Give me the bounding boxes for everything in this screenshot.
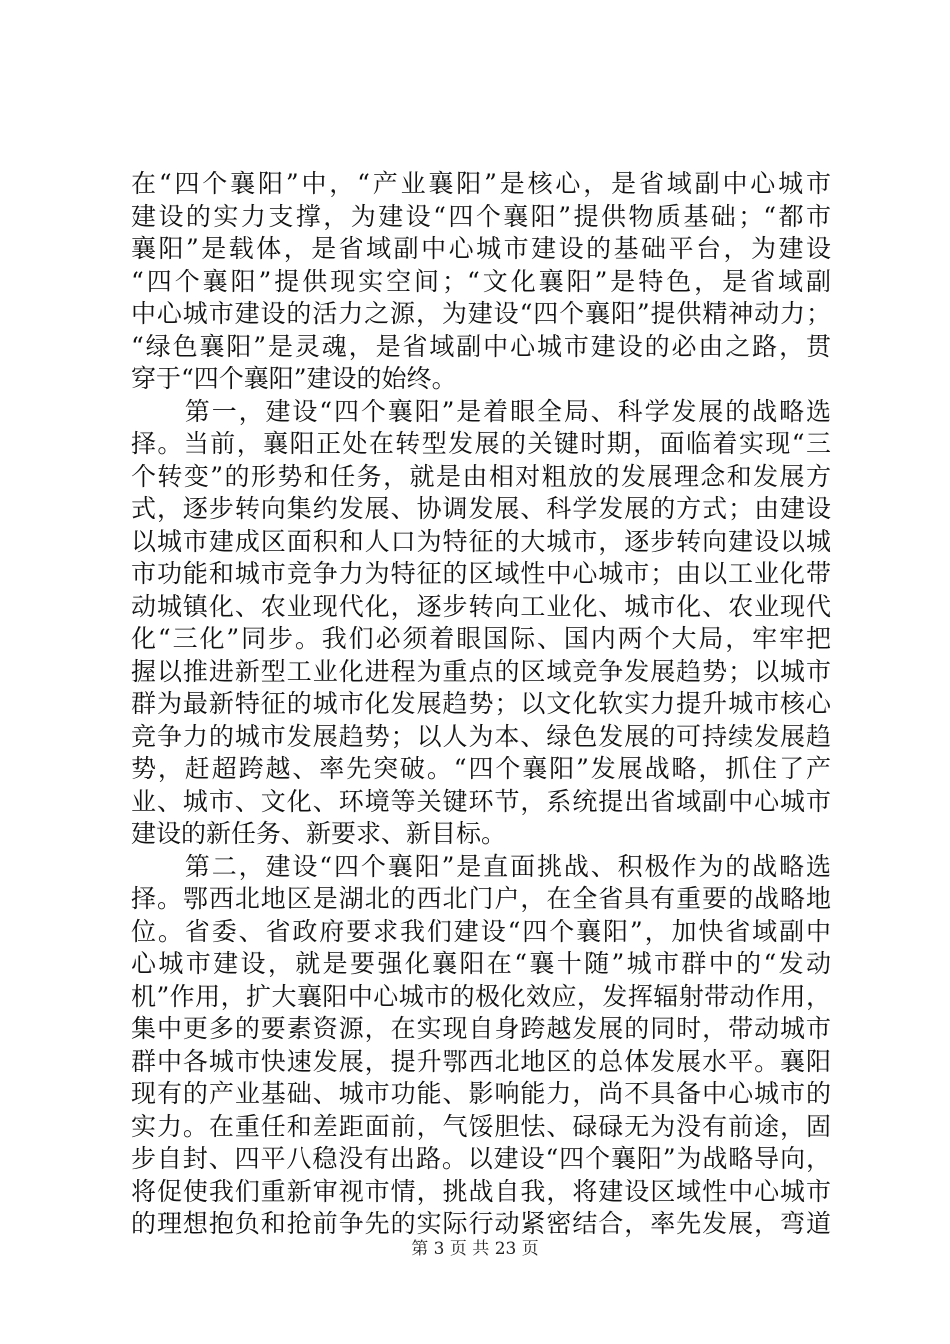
text-line: 实力。在重任和差距面前，气馁胆怯、碌碌无为没有前途，固	[131, 1111, 831, 1141]
text-line: 动城镇化、农业现代化，逐步转向工业化、城市化、农业现代	[131, 591, 831, 621]
text-line: 建设的新任务、新要求、新目标。	[131, 819, 507, 848]
paragraph-2	[131, 396, 831, 851]
text-line: 以城市建成区面积和人口为特征的大城市，逐步转向建设以城	[131, 526, 831, 556]
text-line: 在“四个襄阳”中，“产业襄阳”是核心，是省域副中心城市	[131, 169, 831, 198]
text-line: 步自封、四平八稳没有出路。以建设“四个襄阳”为战略导向，	[131, 1144, 831, 1173]
text-line: 的理想抱负和抢前争先的实际行动紧密结合，率先发展，弯道	[131, 1209, 831, 1238]
text-line: “绿色襄阳”是灵魂，是省域副中心城市建设的必由之路，贯	[131, 331, 831, 361]
text-line: 业、城市、文化、环境等关键环节，系统提出省域副中心城市	[131, 786, 831, 816]
text-line: 竞争力的城市发展趋势；以人为本、绿色发展的可持续发展趋	[131, 721, 831, 751]
text-line: 机”作用，扩大襄阳中心城市的极化效应，发挥辐射带动作用，	[131, 981, 831, 1011]
text-line: 第一，建设“四个襄阳”是着眼全局、科学发展的战略选	[131, 396, 831, 426]
text-line: 握以推进新型工业化进程为重点的区域竞争发展趋势；以城市	[131, 656, 831, 686]
text-line: 式，逐步转向集约发展、协调发展、科学发展的方式；由建设	[131, 494, 831, 523]
paragraph-1	[131, 168, 831, 396]
text-line: 择。当前，襄阳正处在转型发展的关键时期，面临着实现“三	[131, 429, 831, 458]
text-line: 个转变”的形势和任务，就是由相对粗放的发展理念和发展方	[131, 461, 831, 491]
document-body	[131, 168, 831, 1241]
text-line: 第二，建设“四个襄阳”是直面挑战、积极作为的战略选	[131, 851, 831, 881]
text-line: 中心城市建设的活力之源，为建设“四个襄阳”提供精神动力；	[131, 299, 831, 328]
page-number-footer: 第 3 页 共 23 页	[411, 1239, 539, 1259]
text-line: 化“三化”同步。我们必须着眼国际、国内两个大局，牢牢把	[131, 624, 831, 653]
text-line: “四个襄阳”提供现实空间；“文化襄阳”是特色，是省域副	[131, 266, 831, 296]
text-line: 势，赶超跨越、率先突破。“四个襄阳”发展战略，抓住了产	[131, 754, 831, 783]
text-line: 襄阳”是载体，是省域副中心城市建设的基础平台，为建设	[131, 234, 831, 263]
text-line: 集中更多的要素资源，在实现自身跨越发展的同时，带动城市	[131, 1014, 831, 1043]
text-line: 位。省委、省政府要求我们建设“四个襄阳”，加快省域副中	[131, 916, 831, 946]
text-line: 现有的产业基础、城市功能、影响能力，尚不具备中心城市的	[131, 1079, 831, 1108]
text-line: 心城市建设，就是要强化襄阳在“襄十随”城市群中的“发动	[131, 949, 831, 978]
paragraph-3	[131, 851, 831, 1241]
text-line: 市功能和城市竞争力为特征的区域性中心城市；由以工业化带	[131, 559, 831, 588]
text-line: 建设的实力支撑，为建设“四个襄阳”提供物质基础；“都市	[131, 201, 831, 231]
text-line: 择。鄂西北地区是湖北的西北门户，在全省具有重要的战略地	[131, 884, 831, 913]
text-line: 穿于“四个襄阳”建设的始终。	[131, 364, 457, 393]
text-line: 群中各城市快速发展，提升鄂西北地区的总体发展水平。襄阳	[131, 1046, 831, 1076]
text-line: 群为最新特征的城市化发展趋势；以文化软实力提升城市核心	[131, 689, 831, 718]
text-line: 将促使我们重新审视市情，挑战自我，将建设区域性中心城市	[131, 1176, 831, 1206]
